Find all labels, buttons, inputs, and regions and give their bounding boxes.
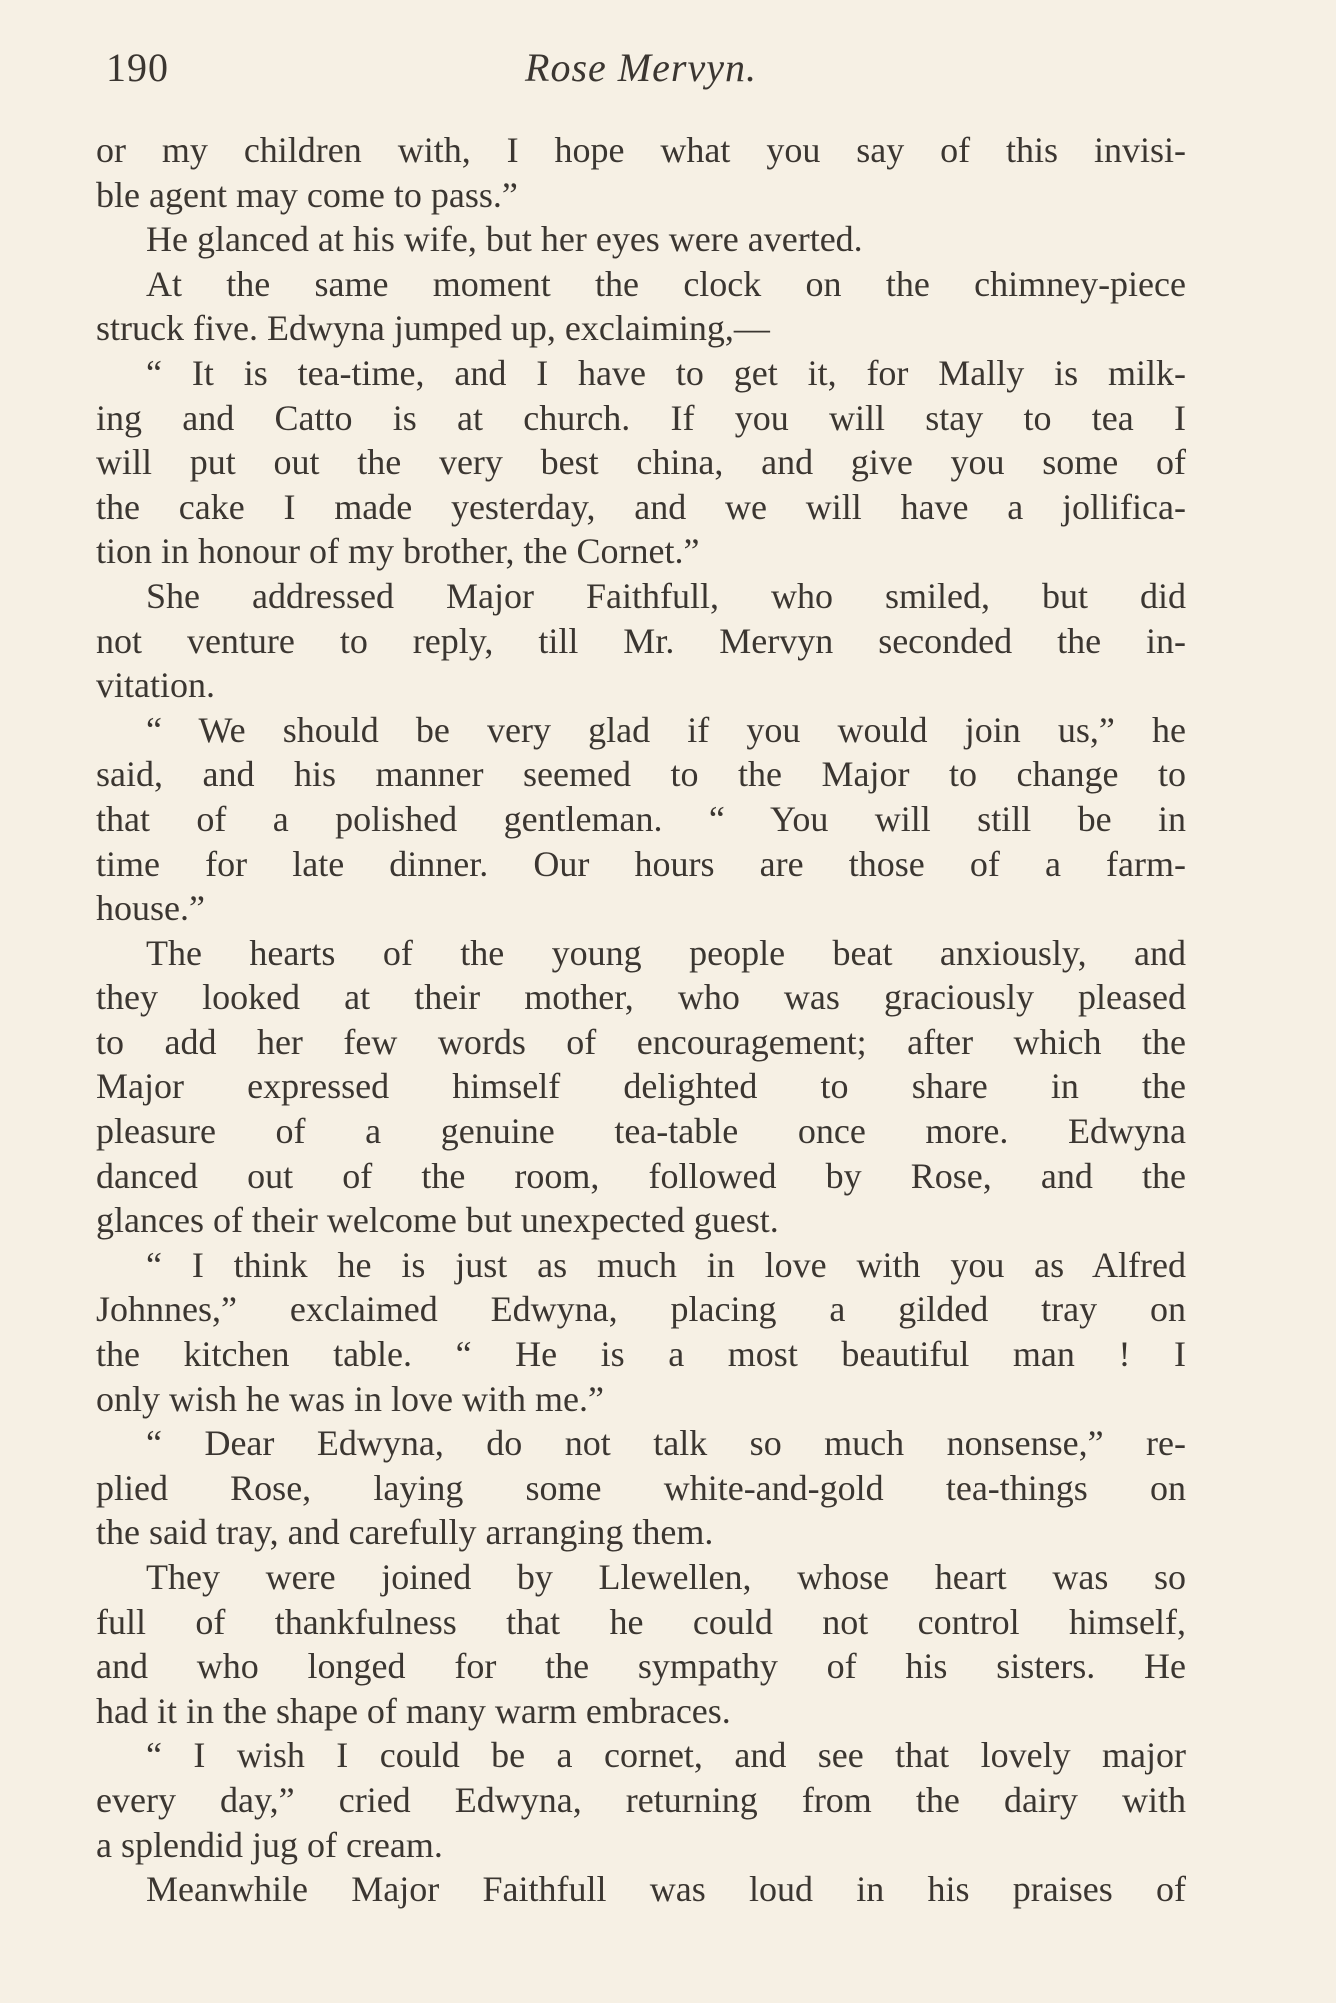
- text-line: “ Dear Edwyna, do not talk so much nonsense,” re-: [146, 1423, 1186, 1464]
- text-line: to add her few words of encouragement; after which the: [96, 1021, 1186, 1062]
- text-line: struck five. Edwyna jumped up, exclaiming,—: [96, 308, 770, 349]
- text-line: At the same moment the clock on the chimney-piece: [146, 263, 1186, 304]
- text-line: a splendid jug of cream.: [96, 1824, 443, 1865]
- text-line: had it in the shape of many warm embraces.: [96, 1690, 731, 1731]
- text-line: They were joined by Llewellen, whose heart was so: [146, 1557, 1186, 1597]
- page-number: 190: [106, 45, 169, 90]
- text-line: the kitchen table. “ He is a most beautiful man ! I: [96, 1334, 1186, 1375]
- text-line: the cake I made yesterday, and we will have a jollifica-: [96, 486, 1186, 527]
- text-line: Johnnes,” exclaimed Edwyna, placing a gilded tray on: [96, 1289, 1186, 1330]
- text-line: not venture to reply, till Mr. Mervyn seconded the in-: [96, 620, 1186, 661]
- text-line: The hearts of the young people beat anxiously, and: [146, 932, 1186, 973]
- text-line: plied Rose, laying some white-and-gold tea-things on: [96, 1467, 1186, 1508]
- text-line: “ I think he is just as much in love with you as Alfred: [146, 1244, 1186, 1285]
- text-line: time for late dinner. Our hours are those of a farm-: [96, 843, 1186, 884]
- text-line: vitation.: [96, 665, 215, 706]
- text-line: “ I wish I could be a cornet, and see that lovely major: [146, 1735, 1186, 1776]
- text-line: only wish he was in love with me.”: [96, 1378, 604, 1419]
- text-line: the said tray, and carefully arranging them.: [96, 1512, 714, 1553]
- text-line: that of a polished gentleman. “ You will still be in: [96, 798, 1186, 839]
- text-line: full of thankfulness that he could not control himself,: [96, 1601, 1186, 1642]
- text-line: “ We should be very glad if you would join us,” he: [146, 709, 1186, 750]
- running-title: Rose Mervyn.: [525, 45, 757, 90]
- text-line: He glanced at his wife, but her eyes were averted.: [146, 219, 863, 260]
- text-line: Meanwhile Major Faithfull was loud in his praises of: [146, 1869, 1186, 1910]
- text-line: or my children with, I hope what you say of this invisi-: [96, 130, 1186, 170]
- text-line: glances of their welcome but unexpected guest.: [96, 1200, 779, 1241]
- text-line: She addressed Major Faithfull, who smiled, but did: [146, 575, 1186, 616]
- text-line: and who longed for the sympathy of his sisters. He: [96, 1646, 1186, 1687]
- text-line: ble agent may come to pass.”: [96, 174, 518, 215]
- text-line: “ It is tea-time, and I have to get it, for Mally is milk-: [146, 352, 1186, 393]
- text-line: pleasure of a genuine tea-table once more. Edwyna: [96, 1111, 1186, 1152]
- text-line: Major expressed himself delighted to share in the: [96, 1066, 1186, 1107]
- page-header: [96, 44, 1186, 104]
- body-text: [96, 128, 1186, 1912]
- text-line: they looked at their mother, who was graciously pleased: [96, 977, 1186, 1018]
- text-line: said, and his manner seemed to the Major to change to: [96, 754, 1186, 795]
- text-line: ing and Catto is at church. If you will stay to tea I: [96, 397, 1186, 438]
- text-line: will put out the very best china, and give you some of: [96, 442, 1186, 483]
- text-line: tion in honour of my brother, the Cornet.”: [96, 531, 700, 572]
- text-line: danced out of the room, followed by Rose, and the: [96, 1155, 1186, 1196]
- text-line: house.”: [96, 888, 205, 929]
- text-line: every day,” cried Edwyna, returning from the dairy with: [96, 1779, 1186, 1820]
